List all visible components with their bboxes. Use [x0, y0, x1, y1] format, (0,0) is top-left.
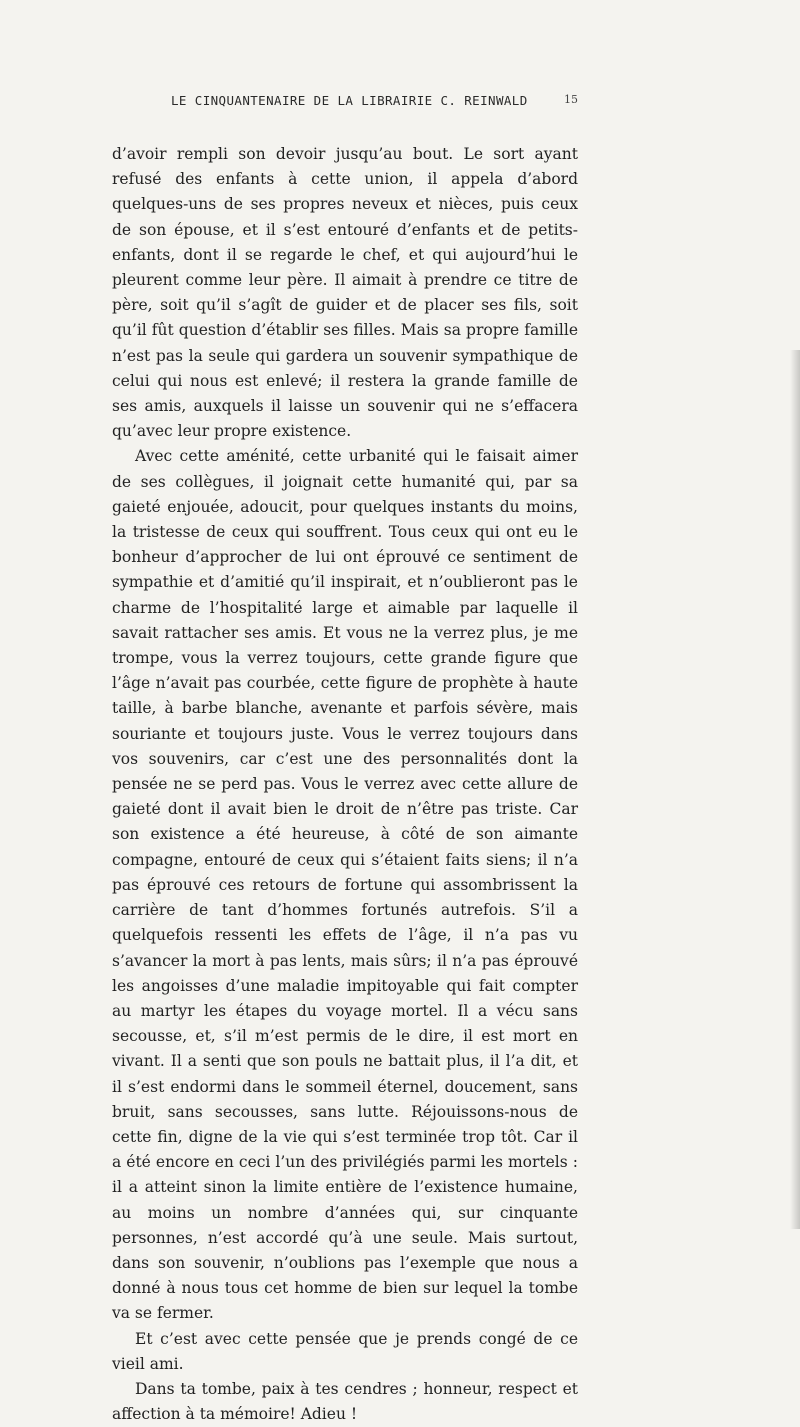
paragraph: Avec cette aménité, cette urbanité qui le faisait aimer de ses collègues, il joignait cette humanité qui, par sa gaieté enjouée, adoucit, pour quelques instants du moins, la tristesse de ceux qui souffrent. Tous ceux qui ont eu le bonheur d’approcher de lui ont éprouvé ce sentiment de sympathie et d’amitié qu’il inspirait, et n’oublieront pas le charme de l’hospitalité large et aimable par laquelle il savait rattacher ses amis. Et vous ne la verrez plus, je me trompe, vous la verrez toujours, cette grande figure que l’âge n’avait pas courbée, cette figure de prophète à haute taille, à barbe blanche, avenante et parfois sévère, mais souriante et toujours juste. Vous le verrez toujours dans vos souvenirs, car c’est une des personnalités dont la pensée ne se perd pas. Vous le verrez avec cette allure de gaieté dont il avait bien le droit de n’être pas triste. Car son existence a été heureuse, à côté de son aimante compagne, entouré de ceux qui s’étaient faits siens; il n’a pas éprouvé ces retours de fortune qui assombrissent la carrière de tant d’hommes fortunés autrefois. S’il a quelquefois ressenti les effets de l’âge, il n’a pas vu s’avancer la mort à pas lents, mais sûrs; il n’a pas éprouvé les angoisses d’une maladie impitoyable qui fait compter au martyr les étapes du voyage mortel. Il a vécu sans secousse, et, s’il m’est permis de le dire, il est mort en vivant. Il a senti que son pouls ne battait plus, il l’a dit, et il s’est endormi dans le sommeil éternel, doucement, sans bruit, sans secousses, sans lutte. Réjouissons-nous de cette fin, digne de la vie qui s’est terminée trop tôt. Car il a été encore en ceci l’un des privilégiés parmi les mortels : il a atteint sinon la limite entière de l’existence humaine, au moins un nombre d’années qui, sur cinquante personnes, n’est accordé qu’à une seule. Mais surtout, dans son souvenir, n’oublions pas l’exemple que nous a donné à nous tous cet homme de bien sur lequel la tombe va se fermer. — [112, 447, 578, 1323]
paragraph: Dans ta tombe, paix à tes cendres ; honneur, respect et affection à ta mémoire! Adieu ! — [112, 1379, 578, 1424]
paragraph: Et c’est avec cette pensée que je prends congé de ce vieil ami. — [112, 1329, 578, 1373]
body-text — [112, 142, 578, 1427]
page-number: 15 — [564, 93, 578, 106]
paragraph: d’avoir rempli son devoir jusqu’au bout. Le sort ayant refusé des enfants à cette union, il appela d’abord quelques-uns de ses propres neveux et nièces, puis ceux de son épouse, et il s’est entouré d’enfants et de petits-enfants, dont il se regarde le chef, et qui aujourd’hui le pleurent comme leur père. Il aimait à prendre ce titre de père, soit qu’il s’agît de guider et de placer ses fils, soit qu’il fût question d’établir ses filles. Mais sa propre famille n’est pas la seule qui gardera un souvenir sympathique de celui qui nous est enlevé; il restera la grande famille de ses amis, auxquels il laisse un souvenir qui ne s’effacera qu’avec leur propre existence. — [112, 145, 578, 441]
page-edge-shadow — [790, 350, 800, 1229]
running-title: LE CINQUANTENAIRE DE LA LIBRAIRIE C. REINWALD — [171, 93, 528, 108]
